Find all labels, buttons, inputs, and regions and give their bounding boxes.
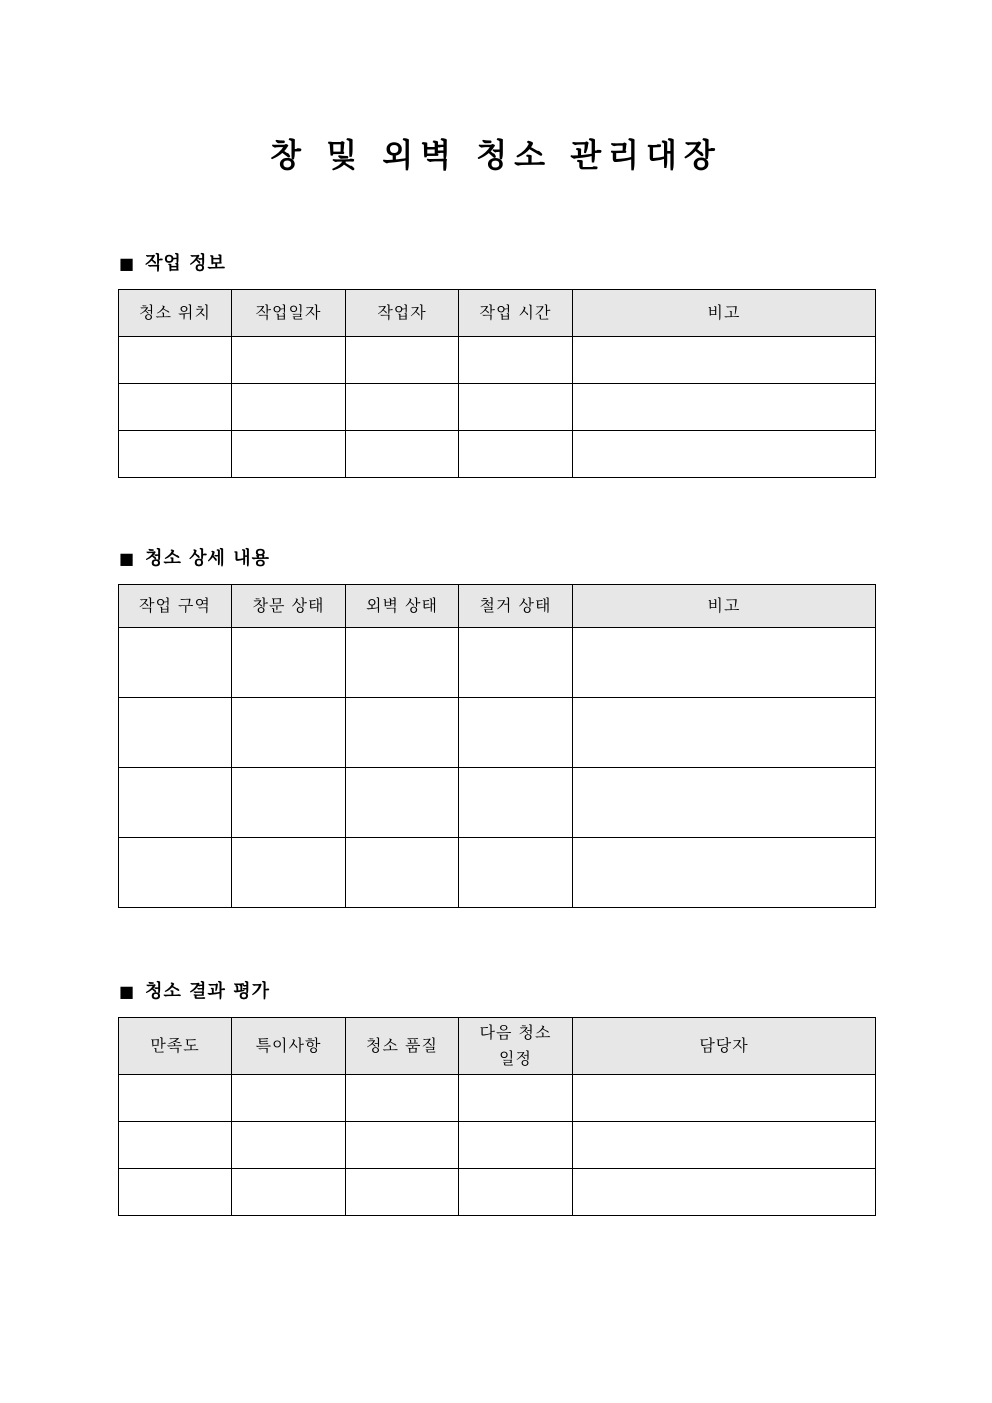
column-header: 비고 [573,290,876,337]
table-row [119,431,876,478]
cleaning-evaluation-table [118,1017,876,1216]
table-cell[interactable] [119,337,232,384]
table-cell[interactable] [346,384,459,431]
square-bullet-icon: ■ [119,254,136,273]
table-cell[interactable] [459,838,573,908]
table-cell[interactable] [573,384,876,431]
column-header: 청소 위치 [119,290,232,337]
column-header: 청소 품질 [346,1018,459,1075]
table-cell[interactable] [573,768,876,838]
column-header: 창문 상태 [232,585,346,628]
table-row [119,384,876,431]
table-cell[interactable] [459,768,573,838]
table-cell[interactable] [346,1122,459,1169]
table-cell[interactable] [346,337,459,384]
table-cell[interactable] [232,1122,346,1169]
section-heading-label: 청소 상세 내용 [145,548,270,569]
section-heading-cleaning-details [119,547,270,571]
table-cell[interactable] [573,628,876,698]
table-row [119,337,876,384]
column-header: 특이사항 [232,1018,346,1075]
table-cell[interactable] [232,628,346,698]
column-header: 외벽 상태 [346,585,459,628]
table-cell[interactable] [346,698,459,768]
column-header: 작업 시간 [459,290,573,337]
table-cell[interactable] [119,768,232,838]
table-cell[interactable] [232,768,346,838]
table-cell[interactable] [232,698,346,768]
table-cell[interactable] [459,431,573,478]
table-row [119,1075,876,1122]
table-cell[interactable] [346,768,459,838]
table-cell[interactable] [232,1075,346,1122]
table-cell[interactable] [119,1122,232,1169]
column-header: 작업일자 [232,290,346,337]
table-cell[interactable] [459,384,573,431]
table-cell[interactable] [573,337,876,384]
table-row [119,1122,876,1169]
section-heading-work-info [119,252,226,276]
table-cell[interactable] [346,431,459,478]
column-header: 철거 상태 [459,585,573,628]
table-cell[interactable] [346,1075,459,1122]
table-cell[interactable] [232,1169,346,1216]
section-heading-cleaning-evaluation [119,980,270,1004]
section-heading-label: 작업 정보 [145,253,226,274]
table-cell[interactable] [573,698,876,768]
table-cell[interactable] [573,431,876,478]
table-cell[interactable] [346,838,459,908]
table-header-row [119,1018,876,1075]
square-bullet-icon: ■ [119,549,136,568]
table-cell[interactable] [459,1122,573,1169]
table-cell[interactable] [232,384,346,431]
column-header: 비고 [573,585,876,628]
table-cell[interactable] [459,1169,573,1216]
table-cell[interactable] [232,337,346,384]
table-cell[interactable] [459,628,573,698]
table-header-row [119,585,876,628]
table-cell[interactable] [346,1169,459,1216]
square-bullet-icon: ■ [119,982,136,1001]
table-cell[interactable] [119,628,232,698]
table-row [119,838,876,908]
section-heading-label: 청소 결과 평가 [145,981,270,1002]
work-info-table [118,289,876,478]
table-cell[interactable] [459,337,573,384]
table-cell[interactable] [346,628,459,698]
table-cell[interactable] [119,384,232,431]
table-row [119,1169,876,1216]
table-cell[interactable] [573,838,876,908]
table-cell[interactable] [119,838,232,908]
table-cell[interactable] [232,838,346,908]
table-cell[interactable] [119,1075,232,1122]
table-row [119,768,876,838]
column-header: 작업자 [346,290,459,337]
table-cell[interactable] [459,698,573,768]
column-header: 만족도 [119,1018,232,1075]
table-cell[interactable] [232,431,346,478]
table-cell[interactable] [119,698,232,768]
table-cell[interactable] [573,1169,876,1216]
cleaning-details-table [118,584,876,908]
table-row [119,698,876,768]
column-header: 작업 구역 [119,585,232,628]
table-cell[interactable] [119,1169,232,1216]
table-header-row [119,290,876,337]
document-title: 창 및 외벽 청소 관리대장 [270,136,722,174]
table-cell[interactable] [459,1075,573,1122]
column-header: 담당자 [573,1018,876,1075]
column-header: 다음 청소 일정 [459,1018,573,1075]
table-row [119,628,876,698]
table-cell[interactable] [573,1075,876,1122]
table-cell[interactable] [119,431,232,478]
table-cell[interactable] [573,1122,876,1169]
